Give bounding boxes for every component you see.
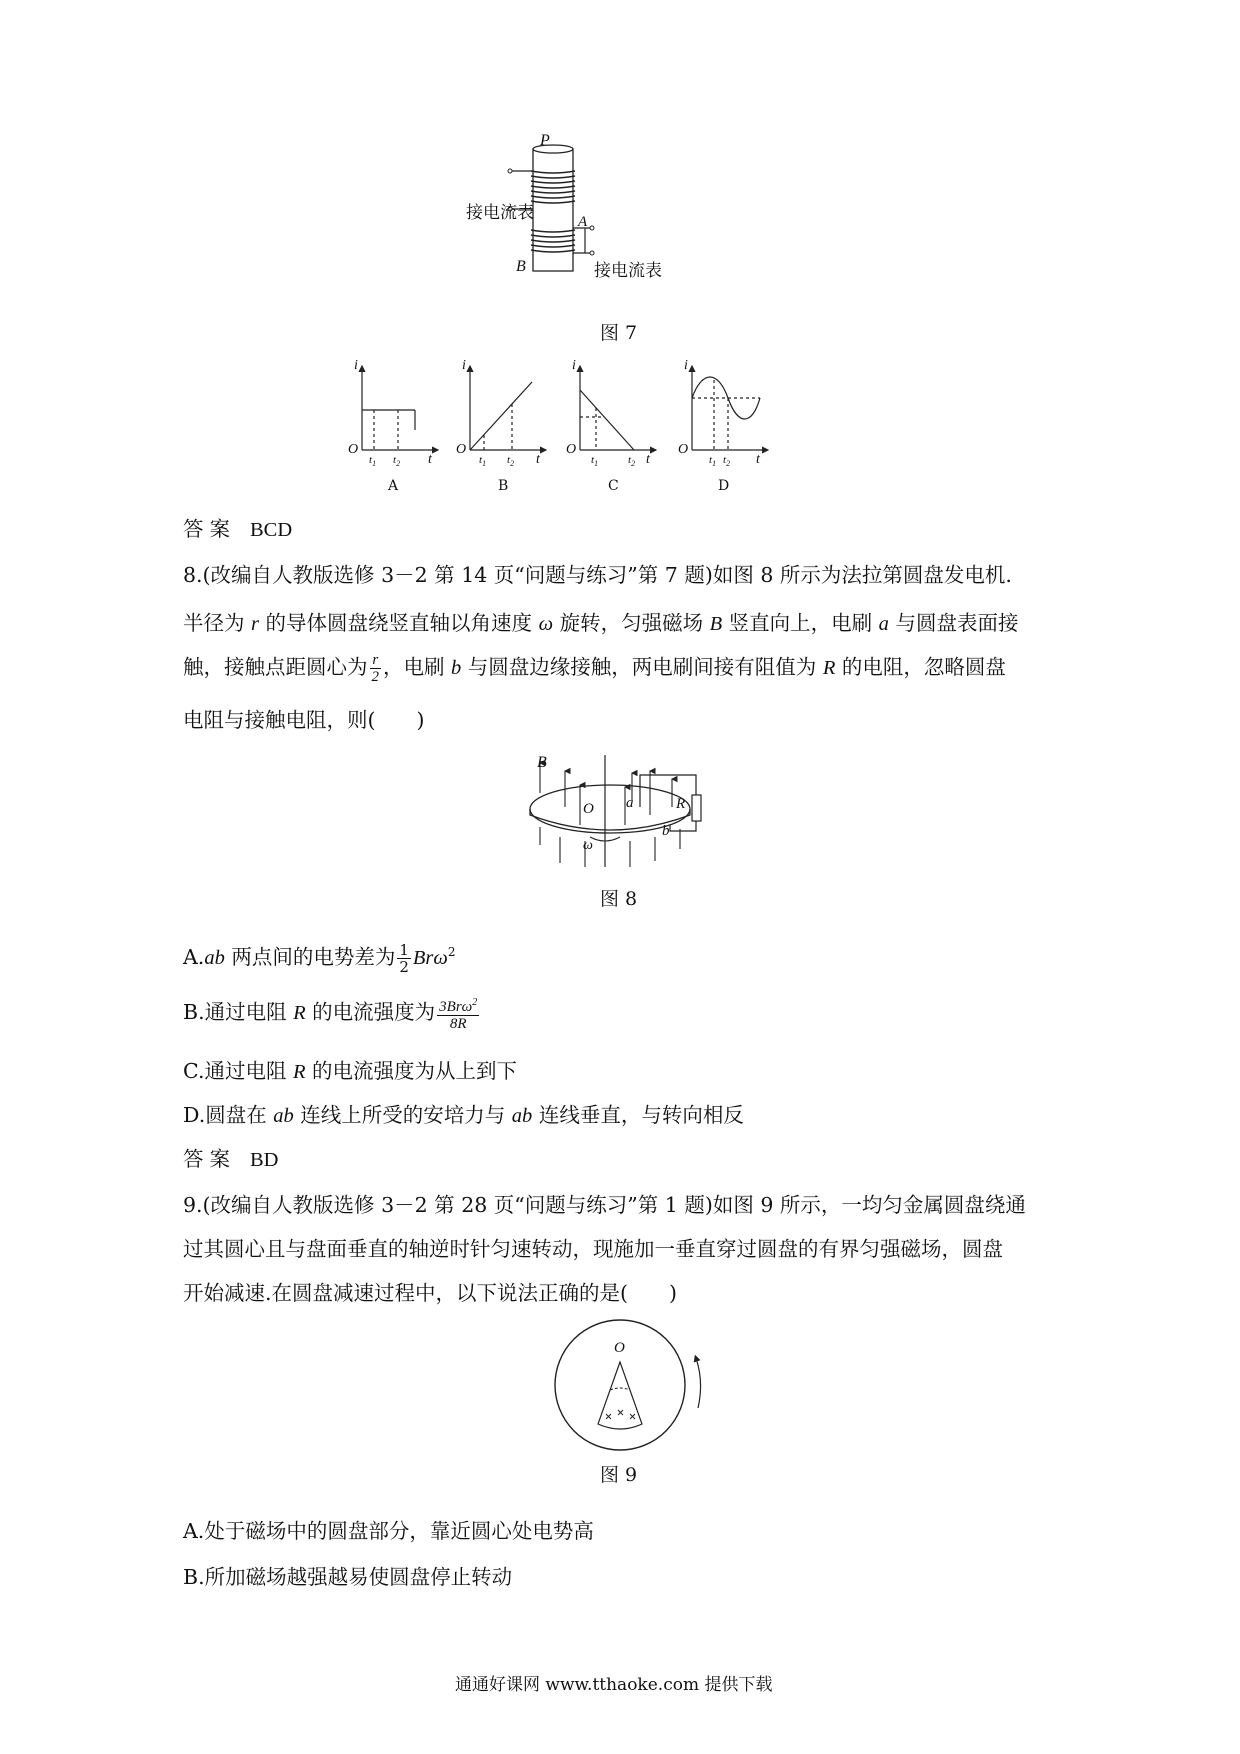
graph-b-axis-i: i bbox=[462, 358, 466, 373]
answer-7-value: BCD bbox=[250, 519, 293, 541]
fig7-connect-right: 接电流表 bbox=[594, 261, 662, 281]
graph-a-axis-i: i bbox=[354, 358, 358, 373]
graph-a-letter: A bbox=[388, 478, 399, 494]
graph-c-letter: C bbox=[608, 478, 619, 494]
graph-a-t1: $t_1$ bbox=[369, 454, 377, 469]
fig8-label-omega: ω bbox=[583, 838, 593, 853]
graph-d bbox=[692, 366, 768, 450]
graph-row bbox=[340, 360, 840, 460]
fig7-connect-left: 接电流表 bbox=[466, 203, 534, 223]
fig7-caption: 图 7 bbox=[600, 322, 638, 344]
fig8-caption: 图 8 bbox=[600, 888, 638, 910]
answer-label: 答案 bbox=[183, 517, 236, 541]
q9-line-1: 9.(改编自人教版选修 3－2 第 28 页“问题与练习”第 1 题)如图 9 所示，一均匀金属圆盘绕通 bbox=[183, 1193, 1026, 1217]
half-fraction: $\frac{1}{2}$ bbox=[399, 941, 409, 976]
graph-d-letter: D bbox=[718, 478, 730, 494]
fig9-caption: 图 9 bbox=[600, 1464, 638, 1486]
graph-a bbox=[362, 366, 438, 450]
graph-b-letter: B bbox=[498, 478, 509, 494]
graph-c-t1: $t_1$ bbox=[591, 454, 599, 469]
fig8-label-B: B bbox=[537, 754, 547, 771]
graph-a-axis-t: t bbox=[428, 452, 432, 467]
graph-b-axis-t: t bbox=[536, 452, 540, 467]
fig9-label-O: O bbox=[614, 1340, 625, 1356]
figure-7 bbox=[505, 135, 705, 275]
graph-d-axis-i: i bbox=[684, 358, 688, 373]
graph-c-axis-i: i bbox=[572, 358, 576, 373]
q8-line-2: 半径为 r 的导体圆盘绕竖直轴以角速度 ω 旋转，匀强磁场 B 竖直向上，电刷 a 与圆盘表面接 bbox=[183, 611, 1019, 635]
graph-c-axis-t: t bbox=[646, 452, 650, 467]
answer-label: 答案 bbox=[183, 1147, 236, 1171]
q8-line-1: 8.(改编自人教版选修 3－2 第 14 页“问题与练习”第 7 题)如图 8 所示为法拉第圆盘发电机. bbox=[183, 563, 1012, 587]
graph-c-t2: $t_2$ bbox=[628, 454, 636, 469]
graph-d-t1: $t_1$ bbox=[709, 454, 717, 469]
q9-line-2: 过其圆心且与盘面垂直的轴逆时针匀速转动，现施加一垂直穿过圆盘的有界匀强磁场，圆盘 bbox=[183, 1237, 1003, 1261]
graph-b-origin: O bbox=[456, 442, 467, 457]
answer-8 bbox=[183, 1142, 278, 1172]
fig8-label-R: R bbox=[676, 796, 686, 812]
fig7-label-a: A bbox=[578, 214, 588, 230]
q8-line-3: 触，接触点距圆心为 $\frac{r}{2}$ ，电刷 b 与圆盘边缘接触，两电刷间接有阻值为 R 的电阻，忽略圆盘 bbox=[183, 652, 1006, 685]
fig8-label-a: a bbox=[626, 795, 634, 811]
page-footer: 通通好课网 www.tthaoke.com 提供下载 bbox=[455, 1675, 773, 1695]
fig7-label-p: P bbox=[540, 132, 550, 149]
r-over-2-fraction: $\frac{r}{2}$ bbox=[371, 652, 379, 685]
q8-option-a: A.ab 两点间的电势差为 $\frac{1}{2}$ Brω$^2$ bbox=[183, 941, 456, 976]
figure-9 bbox=[540, 1318, 740, 1452]
q8-option-d: D.圆盘在 ab 连线上所受的安培力与 ab 连线垂直，与转向相反 bbox=[183, 1103, 744, 1127]
graph-b-t2: $t_2$ bbox=[507, 454, 515, 469]
fig8-label-b: b bbox=[662, 823, 670, 839]
q9-line-3: 开始减速.在圆盘减速过程中，以下说法正确的是( ) bbox=[183, 1281, 678, 1305]
current-fraction: $\frac{3Br\omega^2}{8R}$ bbox=[439, 997, 478, 1032]
q9-option-a: A.处于磁场中的圆盘部分，靠近圆心处电势高 bbox=[183, 1519, 594, 1543]
graph-b-t1: $t_1$ bbox=[479, 454, 487, 469]
q8-line-4: 电阻与接触电阻，则( ) bbox=[183, 708, 425, 732]
graph-c bbox=[580, 366, 656, 450]
answer-8-value: BD bbox=[250, 1149, 279, 1171]
answer-7 bbox=[183, 512, 292, 542]
fig8-label-O: O bbox=[583, 801, 594, 817]
q9-option-b: B.所加磁场越强越易使圆盘停止转动 bbox=[183, 1565, 513, 1589]
graph-a-origin: O bbox=[348, 442, 359, 457]
graph-b bbox=[470, 366, 546, 450]
figure-8 bbox=[520, 745, 720, 875]
graph-d-t2: $t_2$ bbox=[723, 454, 731, 469]
q8-option-c: C.通过电阻 R 的电流强度为从上到下 bbox=[183, 1059, 518, 1083]
fig7-label-b: B bbox=[516, 258, 526, 275]
q8-option-b: B.通过电阻 R 的电流强度为 $\frac{3Br\omega^2}{8R}$ bbox=[183, 997, 478, 1032]
graph-d-axis-t: t bbox=[756, 452, 760, 467]
graph-d-origin: O bbox=[678, 442, 689, 457]
graph-c-origin: O bbox=[566, 442, 577, 457]
graph-a-t2: $t_2$ bbox=[393, 454, 401, 469]
